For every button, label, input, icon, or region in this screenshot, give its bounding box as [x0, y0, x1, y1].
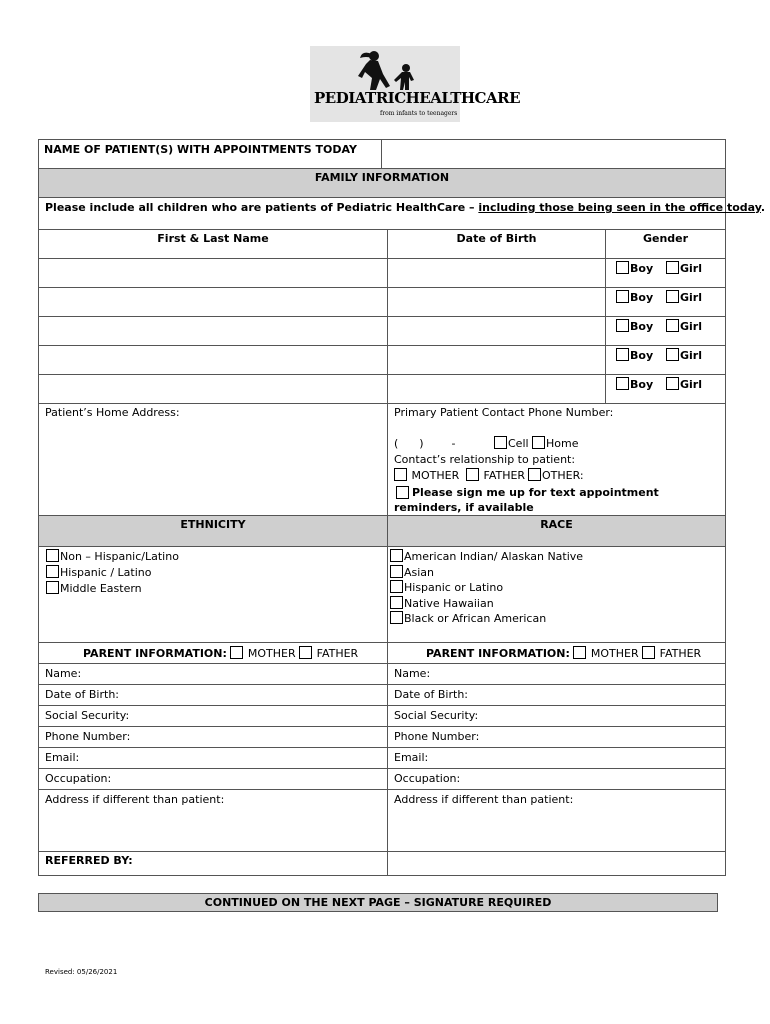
continued-text: CONTINUED ON THE NEXT PAGE – SIGNATURE REQUIRED — [204, 896, 552, 909]
race-option: Native Hawaiian — [390, 596, 494, 610]
parent-right-mother-checkbox[interactable] — [573, 646, 586, 659]
parent-right-field-label: Date of Birth: — [394, 688, 469, 701]
logo-tagline: from infants to teenagers — [380, 110, 458, 117]
race-option: Black or African American — [390, 611, 546, 625]
child-dob-field[interactable] — [387, 345, 606, 375]
gender-girl-checkbox[interactable] — [666, 290, 679, 303]
race-option: Asian — [390, 565, 434, 579]
child-dob-field[interactable] — [387, 287, 606, 317]
parent-left-field[interactable] — [38, 747, 388, 769]
relationship-other-option: OTHER: — [528, 468, 584, 482]
parent-right-field-label: Social Security: — [394, 709, 479, 722]
gender-boy-checkbox[interactable] — [616, 348, 629, 361]
race-title: RACE — [540, 518, 573, 531]
parent-left-field-label: Name: — [45, 667, 82, 680]
gender-boy-option: Boy — [616, 319, 653, 333]
gender-boy-option: Boy — [616, 377, 653, 391]
parent-left-field-label: Date of Birth: — [45, 688, 120, 701]
child-gender-cell — [605, 287, 726, 317]
child-name-field[interactable] — [38, 374, 388, 404]
parent-left-field[interactable] — [38, 768, 388, 790]
child-name-field[interactable] — [38, 316, 388, 346]
home-address-label: Patient’s Home Address: — [45, 406, 180, 419]
patients-label: NAME OF PATIENT(S) WITH APPOINTMENTS TODAY — [44, 143, 357, 156]
pediatric-healthcare-logo — [310, 46, 521, 122]
child-dob-field[interactable] — [387, 258, 606, 288]
parent-right-father-checkbox[interactable] — [642, 646, 655, 659]
home-option: Home — [532, 436, 578, 450]
referred-by-label: REFERRED BY: — [45, 854, 133, 867]
race-header — [387, 515, 726, 547]
family-instruction-cell — [38, 197, 766, 230]
parent-right-field[interactable] — [387, 705, 726, 727]
col-header-dob-cell — [387, 229, 606, 259]
col-header-gender: Gender — [642, 232, 689, 245]
ethnicity-title: ETHNICITY — [180, 518, 246, 531]
ethnicity-option: Middle Eastern — [46, 581, 142, 595]
parent-right-field[interactable] — [387, 747, 726, 769]
home-checkbox[interactable] — [532, 436, 545, 449]
gender-boy-checkbox[interactable] — [616, 319, 629, 332]
gender-girl-option: Girl — [666, 348, 702, 362]
revised-date: Revised: 05/26/2021 — [45, 968, 118, 976]
child-dob-field[interactable] — [387, 374, 606, 404]
parent-left-field[interactable] — [38, 663, 388, 685]
contact-cell — [387, 403, 726, 516]
family-info-title: FAMILY INFORMATION — [314, 171, 450, 184]
family-info-header — [38, 168, 726, 198]
ethnicity-checkbox[interactable] — [46, 549, 59, 562]
parent-right-field[interactable] — [387, 726, 726, 748]
parent-right-field-label: Name: — [394, 667, 431, 680]
parent-left-header — [38, 642, 388, 664]
gender-girl-checkbox[interactable] — [666, 319, 679, 332]
col-header-name-cell — [38, 229, 388, 259]
col-header-dob: Date of Birth — [456, 232, 537, 245]
contact-phone-label: Primary Patient Contact Phone Number: — [394, 406, 614, 419]
race-checkbox[interactable] — [390, 565, 403, 578]
patients-field[interactable] — [381, 139, 726, 169]
child-gender-cell — [605, 258, 726, 288]
gender-girl-checkbox[interactable] — [666, 261, 679, 274]
parent-right-field-label: Occupation: — [394, 772, 461, 785]
gender-boy-checkbox[interactable] — [616, 377, 629, 390]
cell-option: Cell — [494, 436, 529, 450]
ethnicity-checkbox[interactable] — [46, 565, 59, 578]
parent-left-field-label: Social Security: — [45, 709, 130, 722]
ethnicity-option: Non – Hispanic/Latino — [46, 549, 179, 563]
race-option: Hispanic or Latino — [390, 580, 503, 594]
parent-left-mother-checkbox[interactable] — [230, 646, 243, 659]
child-name-field[interactable] — [38, 287, 388, 317]
relationship-father-option: FATHER — [466, 468, 525, 482]
contact-phone-format: ( ) - — [394, 437, 456, 450]
parent-left-field[interactable] — [38, 684, 388, 706]
parent-left-field[interactable] — [38, 726, 388, 748]
text-signup-label: Please sign me up for text appointment reminders, if available — [394, 486, 659, 514]
parent-right-header — [387, 642, 726, 664]
relationship-father-checkbox[interactable] — [466, 468, 479, 481]
relationship-mother-option: MOTHER — [394, 468, 459, 482]
gender-girl-option: Girl — [666, 290, 702, 304]
parent-left-field[interactable] — [38, 705, 388, 727]
parent-left-field-label: Occupation: — [45, 772, 112, 785]
gender-boy-checkbox[interactable] — [616, 261, 629, 274]
gender-girl-checkbox[interactable] — [666, 377, 679, 390]
race-option: American Indian/ Alaskan Native — [390, 549, 583, 563]
parent-right-field[interactable] — [387, 663, 726, 685]
ethnicity-option: Hispanic / Latino — [46, 565, 152, 579]
continued-banner — [38, 893, 718, 912]
gender-boy-option: Boy — [616, 290, 653, 304]
col-header-gender-cell — [605, 229, 726, 259]
parent-right-field-label: Address if different than patient: — [394, 793, 574, 806]
gender-boy-option: Boy — [616, 261, 653, 275]
relationship-other-checkbox[interactable] — [528, 468, 541, 481]
cell-checkbox[interactable] — [494, 436, 507, 449]
race-checkbox[interactable] — [390, 611, 403, 624]
ethnicity-header — [38, 515, 388, 547]
home-address-field[interactable] — [38, 403, 388, 516]
gender-girl-option: Girl — [666, 319, 702, 333]
race-checkbox[interactable] — [390, 596, 403, 609]
parent-right-field-label: Phone Number: — [394, 730, 480, 743]
gender-girl-option: Girl — [666, 261, 702, 275]
child-gender-cell — [605, 374, 726, 404]
child-name-field[interactable] — [38, 345, 388, 375]
ethnicity-checkbox[interactable] — [46, 581, 59, 594]
parent-left-header-line: PARENT INFORMATION: MOTHER FATHER — [83, 647, 359, 660]
child-gender-cell — [605, 316, 726, 346]
ethnicity-options-cell — [38, 546, 388, 643]
patients-label-cell — [38, 139, 382, 169]
parent-right-header-line: PARENT INFORMATION: MOTHER FATHER — [426, 647, 702, 660]
parent-left-field-label: Phone Number: — [45, 730, 131, 743]
child-gender-cell — [605, 345, 726, 375]
parent-right-field[interactable] — [387, 789, 726, 852]
parent-left-field-label: Email: — [45, 751, 80, 764]
col-header-name: First & Last Name — [157, 232, 269, 245]
parent-left-father-checkbox[interactable] — [299, 646, 312, 659]
race-options-cell — [387, 546, 726, 643]
gender-girl-checkbox[interactable] — [666, 348, 679, 361]
gender-boy-option: Boy — [616, 348, 653, 362]
family-instruction: Please include all children who are patients of Pediatric HealthCare – including those being seen in the office today. — [45, 201, 766, 214]
referred-by-field[interactable] — [387, 851, 726, 876]
parent-right-field[interactable] — [387, 684, 726, 706]
child-name-field[interactable] — [38, 258, 388, 288]
gender-boy-checkbox[interactable] — [616, 290, 629, 303]
logo-brand-text: PEDIATRICHEALTHCARE — [314, 89, 521, 107]
parent-left-field-label: Address if different than patient: — [45, 793, 225, 806]
relationship-mother-checkbox[interactable] — [394, 468, 407, 481]
relationship-label: Contact’s relationship to patient: — [394, 453, 576, 466]
gender-girl-option: Girl — [666, 377, 702, 391]
race-checkbox[interactable] — [390, 549, 403, 562]
parent-right-field[interactable] — [387, 768, 726, 790]
parent-right-field-label: Email: — [394, 751, 429, 764]
parent-left-field[interactable] — [38, 789, 388, 852]
race-checkbox[interactable] — [390, 580, 403, 593]
child-dob-field[interactable] — [387, 316, 606, 346]
referred-by-cell — [38, 851, 388, 876]
